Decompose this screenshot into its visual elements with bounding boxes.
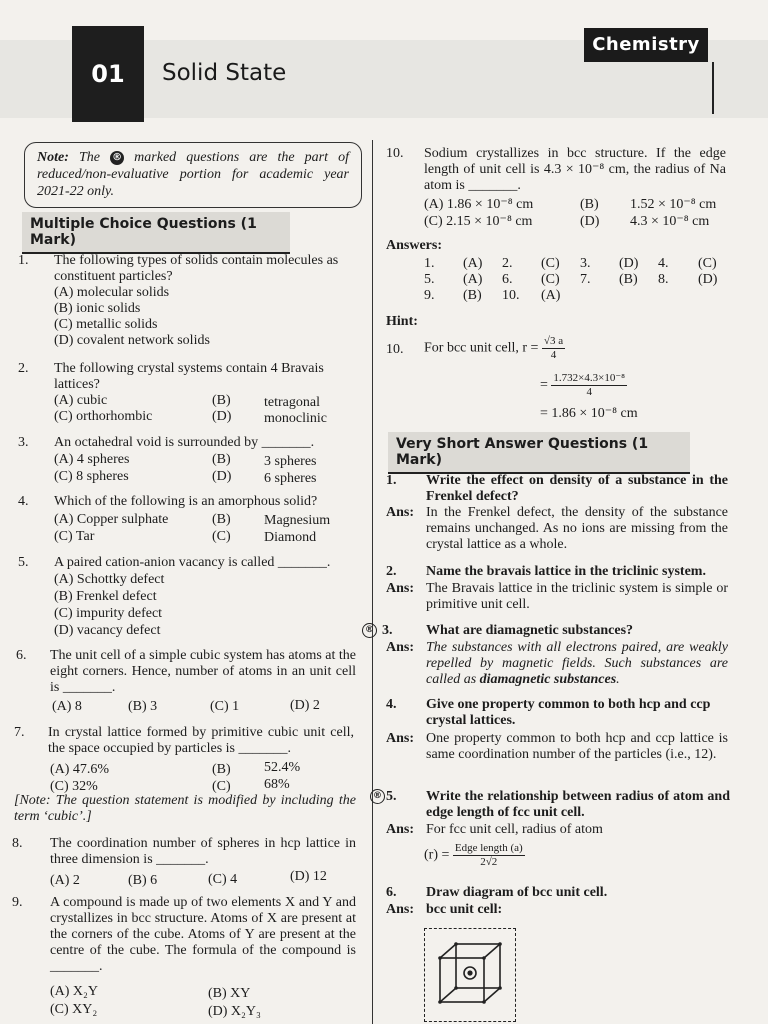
fcc-formula: [424, 842, 525, 869]
answer-cell: (B): [463, 288, 482, 303]
option: (A) Schottky defect: [54, 572, 165, 587]
question-text: The following crystal systems contain 4 Bravais lattices?: [54, 361, 324, 392]
question-number: 8.: [12, 836, 23, 851]
option: (A) 4 spheres: [54, 452, 130, 467]
chapter-title: Solid State: [162, 60, 287, 86]
answer-cell: (B): [619, 272, 638, 287]
hint-number: 10.: [386, 342, 404, 357]
answer-cell: (D): [698, 272, 718, 287]
option: monoclinic: [264, 411, 327, 426]
option: 6 spheres: [264, 471, 317, 486]
answer-label: Ans:: [386, 581, 415, 596]
option: (A) molecular solids: [54, 285, 170, 300]
option: (A) 2: [50, 873, 80, 888]
option: (D): [212, 409, 232, 424]
option: (C): [212, 529, 231, 544]
question-number: 6.: [16, 648, 27, 663]
question-number: 3.: [382, 623, 393, 638]
option: (D) covalent network solids: [54, 333, 210, 348]
answer-cell: 2.: [502, 256, 513, 271]
answer-label: Ans:: [386, 640, 415, 655]
option: (C) orthorhombic: [54, 409, 153, 424]
option: (B) 3: [128, 699, 158, 714]
reg-mark-icon: ®: [362, 623, 377, 638]
question-text: Give one property common to both hcp and ccp crystal lattices.: [426, 697, 711, 728]
answer-label: Ans:: [386, 822, 415, 837]
option: (B): [580, 197, 599, 212]
hint-formula-1: [424, 335, 565, 362]
option: (C) 4: [208, 872, 238, 887]
note-box: [24, 142, 362, 208]
option: (C) 2.15 × 10⁻⁸ cm: [424, 214, 533, 229]
question-text: Draw diagram of bcc unit cell.: [426, 885, 608, 900]
question-number: 7.: [14, 725, 25, 740]
answer-term: diamagnetic substances: [479, 672, 617, 687]
option: (B): [212, 393, 231, 408]
fraction-denominator: 4: [550, 349, 557, 361]
answer-text: One property common to both hcp and ccp lattice is same coordination number of the particles (i.e., 12).: [426, 731, 728, 762]
question-number: 2.: [386, 564, 397, 579]
answer-cell: 9.: [424, 288, 435, 303]
question-number: 5.: [386, 789, 397, 804]
answer-cell: 3.: [580, 256, 591, 271]
option: (B): [212, 512, 231, 527]
answer-cell: (D): [619, 256, 639, 271]
answer-text: For fcc unit cell, radius of atom: [426, 822, 603, 837]
option: 68%: [264, 777, 290, 792]
question-text: The following types of solids contain molecules as constituent particles?: [54, 253, 339, 284]
option: 3 spheres: [264, 454, 317, 469]
answer-text: bcc unit cell:: [426, 902, 503, 917]
option: (C) 32%: [50, 779, 98, 794]
question-text: A compound is made up of two elements X and Y and crystallizes in bcc structure. Atoms of X are present at the corners of the cube. Atoms of Y are present at the centre of the cube. The formula of the compound is _______.: [50, 895, 356, 974]
fraction: [551, 372, 627, 399]
option: (D) vacancy defect: [54, 623, 161, 638]
reg-mark-icon: ®: [112, 151, 123, 163]
option: 4.3 × 10⁻⁸ cm: [630, 214, 710, 229]
option: (A) Copper sulphate: [54, 512, 169, 527]
question-number: 4.: [18, 494, 29, 509]
question-text: The unit cell of a simple cubic system has atoms at the eight corners. Hence, number of atoms in an unit cell is _______.: [50, 648, 356, 695]
question-number: 10.: [386, 146, 404, 161]
question-text: Write the effect on density of a substance in the Frenkel defect?: [426, 473, 728, 504]
subject-tab: Chemistry: [584, 28, 708, 62]
answer-text: [426, 640, 728, 688]
option: (C) 1: [210, 699, 240, 714]
formula-lhs: (r) =: [424, 847, 450, 863]
formula-prefix: For bcc unit cell, r =: [424, 340, 539, 356]
option: (D): [580, 214, 600, 229]
mcq-heading: Multiple Choice Questions (1 Mark): [22, 212, 290, 254]
option: (C) Tar: [54, 529, 95, 544]
answer-cell: (C): [541, 272, 560, 287]
question-number: 4.: [386, 697, 397, 712]
question-number: 1.: [386, 473, 397, 488]
hint-label: Hint:: [386, 314, 418, 329]
header-divider: [712, 62, 714, 114]
answer-text-part: The substances with all electrons paired, are weakly repelled by magnetic fields. Such substances are called as: [426, 640, 728, 687]
answer-cell: (A): [463, 272, 483, 287]
option: Diamond: [264, 530, 317, 545]
question-number: 1.: [18, 253, 29, 268]
fraction: [542, 335, 565, 362]
fraction-denominator: 4: [586, 386, 592, 398]
option: (C) 8 spheres: [54, 469, 129, 484]
option: (B) Frenkel defect: [54, 589, 157, 604]
option: tetragonal: [264, 395, 320, 410]
question-text: Write the relationship between radius of atom and edge length of fcc unit cell.: [426, 789, 730, 820]
answer-cell: (C): [698, 256, 717, 271]
question-text: An octahedral void is surrounded by _______.: [54, 435, 315, 450]
option: (B): [212, 452, 231, 467]
option: (B) 6: [128, 873, 158, 888]
option: (A) 1.86 × 10⁻⁸ cm: [424, 197, 534, 212]
option: Magnesium: [264, 513, 331, 528]
question-number: 9.: [12, 895, 23, 910]
option: (D) 2: [290, 698, 320, 713]
option: (B) ionic solids: [54, 301, 141, 316]
option: (C) impurity defect: [54, 606, 163, 621]
answer-cell: 7.: [580, 272, 591, 287]
note-label: Note:: [37, 150, 69, 165]
option: (A) 8: [52, 699, 82, 714]
answer-text-part: .: [616, 672, 620, 687]
answer-label: Ans:: [386, 902, 415, 917]
answer-text: The Bravais lattice in the triclinic system is simple or primitive unit cell.: [426, 581, 728, 612]
answer-cell: (A): [541, 288, 561, 303]
answer-text: In the Frenkel defect, the density of the substance remains unchanged. As no ions are missing from the crystal lattice as a whole.: [426, 505, 728, 552]
option: (A) cubic: [54, 393, 108, 408]
fraction-numerator: 1.732×4.3×10⁻⁸: [553, 372, 625, 384]
option: (A) X₂Y: [50, 984, 99, 999]
option: (D): [212, 469, 232, 484]
option: (C) metallic solids: [54, 317, 158, 332]
chapter-number: 01: [72, 26, 144, 122]
question-text: A paired cation-anion vacancy is called _______.: [54, 555, 331, 570]
vsa-heading: Very Short Answer Questions (1 Mark): [388, 432, 690, 474]
option: (C) XY₂: [50, 1002, 98, 1017]
answer-cell: (A): [463, 256, 483, 271]
fraction-denominator: 2√2: [480, 856, 498, 868]
fraction-numerator: Edge length (a): [454, 842, 523, 854]
answer-cell: (C): [541, 256, 560, 271]
fraction: [453, 842, 525, 869]
option: (D) 12: [290, 869, 327, 884]
question-number: 5.: [18, 555, 29, 570]
option: (D) X₂Y₃: [208, 1004, 261, 1019]
answer-cell: 8.: [658, 272, 669, 287]
question-text: Sodium crystallizes in bcc structure. If the edge length of unit cell is 4.3 × 10⁻⁸ cm, the radius of Na atom is _______.: [424, 146, 726, 193]
option: (B) XY: [208, 986, 251, 1001]
question-text: Which of the following is an amorphous solid?: [54, 494, 318, 509]
answers-label: Answers:: [386, 238, 442, 253]
question-number: 2.: [18, 361, 29, 376]
answer-label: Ans:: [386, 505, 415, 520]
hint-result: = 1.86 × 10⁻⁸ cm: [540, 406, 638, 421]
question-number: 6.: [386, 885, 397, 900]
question-text: In crystal lattice formed by primitive cubic unit cell, the space occupied by particles is _______.: [48, 725, 354, 756]
hint-formula-2: [540, 372, 627, 399]
note-text-b: marked questions are the part of reduced/non-evaluative portion for academic year 2021-22 only.: [37, 150, 349, 199]
answer-cell: 1.: [424, 256, 435, 271]
answer-cell: 10.: [502, 288, 520, 303]
option: (B): [212, 762, 231, 777]
column-divider: [372, 140, 373, 1024]
option: 1.52 × 10⁻⁸ cm: [630, 197, 717, 212]
answer-cell: 5.: [424, 272, 435, 287]
option: (C): [212, 779, 231, 794]
option: 52.4%: [264, 760, 301, 775]
question-text: The coordination number of spheres in hcp lattice in three dimension is _______.: [50, 836, 356, 867]
reg-mark-icon: ®: [370, 789, 385, 804]
question-text: What are diamagnetic substances?: [426, 623, 634, 638]
bcc-unit-cell-diagram: [426, 930, 514, 1020]
option: (A) 47.6%: [50, 762, 110, 777]
q7-note: [Note: The question statement is modified by including the term ‘cubic’.]: [14, 793, 356, 824]
fraction-numerator: √3 a: [543, 335, 564, 347]
answer-cell: 6.: [502, 272, 513, 287]
equals-sign: =: [540, 377, 548, 393]
answer-label: Ans:: [386, 731, 415, 746]
question-number: 3.: [18, 435, 29, 450]
question-text: Name the bravais lattice in the triclinic system.: [426, 564, 706, 579]
note-text-a: The: [78, 150, 100, 165]
answer-cell: 4.: [658, 256, 669, 271]
